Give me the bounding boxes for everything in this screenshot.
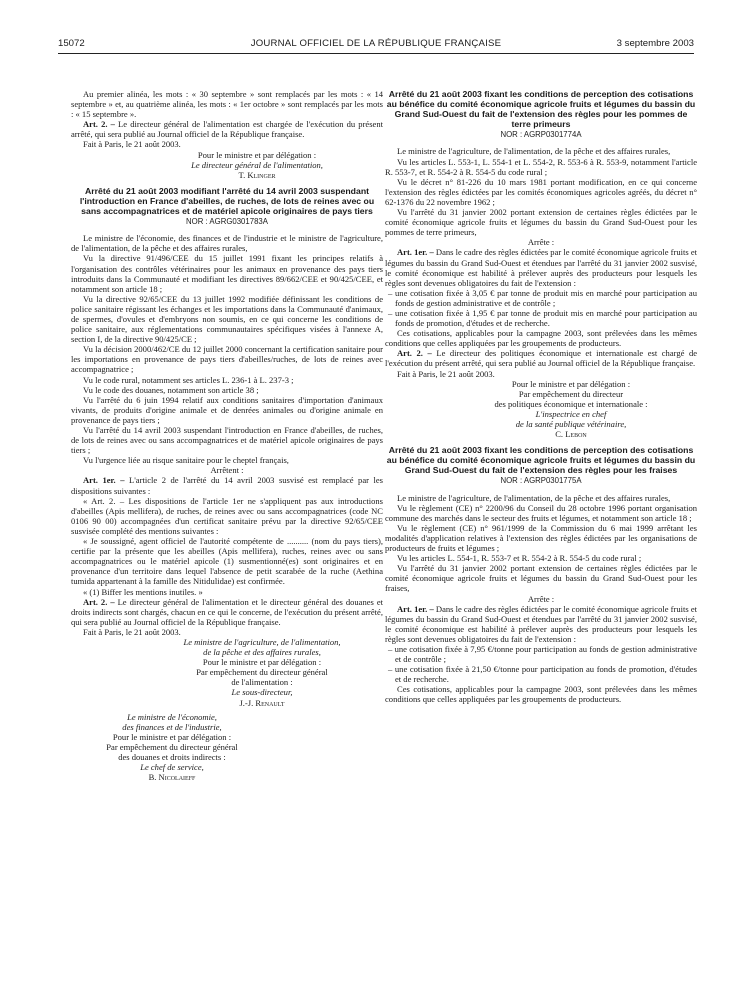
paragraph: Vu la directive 92/65/CEE du 13 juillet 1992 modifiée définissant les conditions de police sanitaire régissant les échanges et les importations dans la Communauté d'animaux, de spermes, d'ovules et d'embryons non soumis, en ce qui concerne les conditions de police sanitaire, aux réglementations communautaires spécifiques visées à l'annexe A, section I, de la directive 90/425/CE ; [71, 293, 383, 345]
article-paragraph [71, 475, 383, 495]
left-column [71, 89, 383, 782]
journal-title: JOURNAL OFFICIEL DE LA RÉPUBLIQUE FRANÇAISE [250, 38, 502, 49]
signature-line: Pour le ministre et par délégation : [112, 731, 232, 742]
footnote: « (1) Biffer les mentions inutiles. » [83, 586, 203, 597]
paragraph: Vu le code rural, notamment ses articles L. 236-1 à L. 237-3 ; [83, 374, 294, 385]
article-label: Art. 2. – [83, 119, 115, 130]
signature-line: de l'alimentation : [231, 677, 293, 688]
decree-title: Arrêté du 21 août 2003 fixant les conditions de perception des cotisations au bénéfice du comité économique agricole fruits et légumes du bassin du Grand Sud-Ouest du fait de l'extension des règles pour les pommes de terre primeurs [386, 89, 696, 130]
article-text: Le directeur général de l'alimentation est chargée de l'exécution du présent arrêté, qui sera publié au Journal officiel de la République française. [71, 119, 383, 140]
paragraph: Ces cotisations, applicables pour la campagne 2003, sont prélevées dans les mêmes conditions que celles appliquées par les groupements de producteurs. [385, 328, 697, 349]
paragraph: Vu l'arrêté du 14 avril 2003 suspendant l'introduction en France d'abeilles, de ruches, de lots de reines avec ou sans accompagnatrices et de matériel apicole originaires de pays tiers ; [71, 425, 383, 456]
paragraph: Vu le règlement (CE) n° 2200/96 du Conseil du 28 octobre 1996 portant organisation commune des marchés dans le secteur des fruits et légumes, et notamment son article 18 ; [385, 502, 697, 523]
arretent-line: Arrêtent : [210, 465, 244, 476]
fait-line: Fait à Paris, le 21 août 2003. [83, 139, 181, 150]
signatory-name: C. Lebon [555, 429, 587, 440]
signatory-name: J.-J. Renault [239, 697, 285, 708]
decree-title: Arrêté du 21 août 2003 modifiant l'arrêté du 14 avril 2003 suspendant l'introduction en France d'abeilles, de ruches, de lots de reines avec ou sans accompagnatrices et de matériel apicole originaires de pays tiers [79, 185, 375, 217]
dash-list [385, 644, 697, 684]
signature-line: Le chef de service, [140, 762, 204, 773]
signature-line: Par empêchement du directeur général [106, 741, 238, 752]
signature-line: Pour le ministre et par délégation : [202, 657, 322, 668]
paragraph: Ces cotisations, applicables pour la campagne 2003, sont prélevées dans les mêmes conditions que celles appliquées par les groupements de producteurs. [385, 684, 697, 705]
article-label: Art. 1er. – [397, 247, 434, 258]
article-label: Art. 1er. – [83, 475, 125, 486]
quoted-paragraph: « Art. 2. – Les dispositions de l'article 1er ne s'appliquent pas aux introductions d'abeilles (Apis mellifera), de ruches, de reines avec ou sans accompagnatrices (code NC 0106 90 00) accompagnées d'un certificat sanitaire prévu par la directive 92/65/CEE susvisée complété des mentions suivantes : [71, 495, 383, 536]
paragraph: Vu l'arrêté du 31 janvier 2002 portant extension de certaines règles édictées par le comité économique agricole fruits et légumes du bassin du Grand Sud-Ouest pour les fraises, [385, 563, 697, 594]
article-text: L'article 2 de l'arrêté du 14 avril 2003 susvisé est remplacé par les dispositions suivantes : [71, 475, 383, 496]
signatory-name: B. Nicolaieff [148, 772, 196, 783]
article-label: Art. 2. – [83, 596, 115, 607]
fait-line: Fait à Paris, le 21 août 2003. [83, 626, 181, 637]
signature-block [71, 637, 383, 708]
paragraph: Vu l'arrêté du 31 janvier 2002 portant extension de certaines règles édictées par le comité économique agricole fruits et légumes du bassin du Grand Sud-Ouest pour les pommes de terre primeurs, [385, 207, 697, 238]
paragraph: Le ministre de l'agriculture, de l'alimentation, de la pêche et des affaires rurales, [397, 492, 671, 503]
list-item: – une cotisation fixée à 7,95 €/tonne pour participation au fonds de gestion administrative et de contrôle ; [388, 643, 697, 665]
issue-date: 3 septembre 2003 [616, 38, 694, 49]
paragraph: Vu le règlement (CE) n° 961/1999 de la Commission du 6 mai 1999 arrêtant les modalités d'application relatives à l'extension des règles édictées par les organisations de producteurs de fruits et légumes ; [385, 522, 697, 554]
nor-reference: NOR : AGRP0301774A [500, 130, 582, 140]
article-text: Dans le cadre des règles édictées par le comité économique agricole fruits et légumes du bassin du Grand Sud-Ouest et étendues par l'arrêté du 31 janvier 2002 susvisé, le comité économique est habilité à prélever auprès des producteurs pour lesquels les règles sont devenues obligatoires du fait de l'extension : [385, 247, 698, 288]
article-text: Le directeur des politiques économique et internationale est chargé de l'exécution du présent arrêté, qui sera publié au Journal officiel de la République française. [385, 348, 698, 369]
signature-line: Le directeur général de l'alimentation, [191, 159, 323, 170]
signature-line: Le ministre de l'économie, [127, 711, 217, 722]
paragraph: Le ministre de l'agriculture, de l'alimentation, de la pêche et des affaires rurales, [397, 146, 671, 157]
article-paragraph [385, 604, 697, 644]
article-label: Art. 1er. – [397, 603, 434, 614]
paragraph: Vu l'urgence liée au risque sanitaire pour le cheptel français, [83, 455, 289, 466]
signature-block [71, 150, 383, 180]
paragraph: Au premier alinéa, les mots : « 30 septembre » sont remplacés par les mots : « 14 septembre » et, au quatrième alinéa, les mots : « 1er octobre » sont remplacés par les mots : « 15 septembre ». [71, 89, 383, 120]
signature-line: Par empêchement du directeur [518, 388, 624, 399]
signature-line: des politiques économique et internationale : [494, 398, 648, 409]
right-column [385, 89, 697, 705]
list-item: – une cotisation fixée à 3,05 € par tonne de produit mis en marché pour participation au fonds de gestion administrative et de contrôle ; [388, 287, 697, 308]
signature-block [385, 379, 697, 440]
page-header [58, 38, 694, 54]
paragraph: Vu les articles L. 553-1, L. 554-1 et L. 554-2, R. 553-6 à R. 553-9, notamment l'article R. 553-7, et R. 554-2 à R. 554-5 du code rural ; [385, 156, 697, 177]
article-paragraph [385, 348, 697, 368]
paragraph: Vu le code des douanes, notamment son article 38 ; [83, 384, 259, 395]
signature-line: de la santé publique vétérinaire, [515, 419, 627, 429]
header-rule [58, 53, 694, 54]
article-text: Dans le cadre des règles édictées par le comité économique agricole fruits et légumes du bassin du Grand Sud-Ouest et étendues par l'arrêté du 31 janvier 2002 susvisé, le comité économique est habilité à prélever auprès des producteurs pour lesquels les règles sont devenues obligatoires du fait de l'extension : [385, 603, 698, 644]
article-paragraph [71, 597, 383, 627]
signature-line: Pour le ministre et par délégation : [511, 378, 631, 389]
article-text: Le directeur général de l'alimentation et le directeur général des douanes et droits indirects sont chargés, chacun en ce qui le concerne, de l'exécution du présent arrêté, qui sera publié au Journal officiel de la République française. [71, 596, 383, 627]
article-paragraph [71, 119, 383, 139]
paragraph: Le ministre de l'économie, des finances et de l'industrie et le ministre de l'agriculture, de l'alimentation, de la pêche et des affaires rurales, [71, 233, 383, 254]
page-number: 15072 [58, 38, 85, 49]
article-paragraph [385, 247, 697, 287]
fait-line: Fait à Paris, le 21 août 2003. [397, 368, 495, 379]
list-item: – une cotisation fixée à 21,50 €/tonne pour participation au fonds de promotion, d'études et de recherche. [388, 664, 697, 685]
signature-block [71, 712, 383, 783]
paragraph: Vu le décret n° 81-226 du 10 mars 1981 portant modification, en ce qui concerne l'extension des règles édictées par les comités économiques agricoles agréés, du décret n° 62-1376 du 22 novembre 1962 ; [385, 176, 697, 207]
signature-line: Le ministre de l'agriculture, de l'alimentation, [183, 636, 341, 647]
signatory-name: T. Klinger [238, 169, 276, 180]
paragraph: Vu la directive 91/496/CEE du 15 juillet 1991 fixant les principes relatifs à l'organisation des contrôles vétérinaires pour les animaux en provenance des pays tiers introduits dans la Communauté et modifiant les directives 89/662/CEE et 90/425/CEE, et notamment son article 18 ; [71, 253, 383, 294]
quoted-paragraph: « Je soussigné, agent officiel de l'autorité compétente de .......... (nom du pays tiers), certifie par la présente que les abeilles (Apis mellifera), ruches, reines avec ou sans accompagnatrices ou le matériel apicole (1) susmentionné(es) sont originaires et en provenance d'un territoire dans lequel l'absence de petit scarabée de la ruche (Aethina tumida appartenant à la famille des Nitidulidae) est confirmée. [71, 536, 383, 587]
nor-reference: NOR : AGRP0301775A [500, 476, 582, 486]
signature-line: Le sous-directeur, [231, 687, 293, 698]
nor-reference: NOR : AGRG0301783A [186, 217, 268, 227]
signature-line: de la pêche et des affaires rurales, [203, 647, 321, 658]
signature-line: des finances et de l'industrie, [122, 721, 222, 732]
signature-line: Pour le ministre et par délégation : [197, 149, 317, 160]
signature-line: Par empêchement du directeur général [196, 667, 328, 678]
list-item: – une cotisation fixée à 1,95 € par tonne de produit mis en marché pour participation au fonds de promotion, d'études et de recherche. [388, 307, 697, 329]
paragraph: Vu l'arrêté du 6 juin 1994 relatif aux conditions sanitaires d'importation d'animaux vivants, de produits d'origine animale et de denrées animales ou d'origine animale en provenance de pays tiers ; [71, 394, 383, 425]
decree-title: Arrêté du 21 août 2003 fixant les conditions de perception des cotisations au bénéfice du comité économique agricole fruits et légumes du bassin du Grand Sud-Ouest du fait de l'extension des règles pour les fraises [386, 445, 696, 476]
arrete-line: Arrête : [527, 593, 555, 604]
signature-line: L'inspectrice en chef [535, 408, 607, 419]
article-label: Art. 2. – [397, 348, 432, 359]
signature-line: des douanes et droits indirects : [118, 752, 226, 762]
paragraph: Vu la décision 2000/462/CE du 12 juillet 2000 concernant la certification sanitaire pour les importations en provenance de pays tiers d'abeilles/ruches, de lots de reines avec accompagnatrice ; [71, 344, 383, 375]
paragraph: Vu les articles L. 554-1, R. 553-7 et R. 554-2 à R. 554-5 du code rural ; [397, 553, 642, 564]
arrete-line: Arrête : [527, 237, 555, 248]
dash-list [385, 288, 697, 328]
